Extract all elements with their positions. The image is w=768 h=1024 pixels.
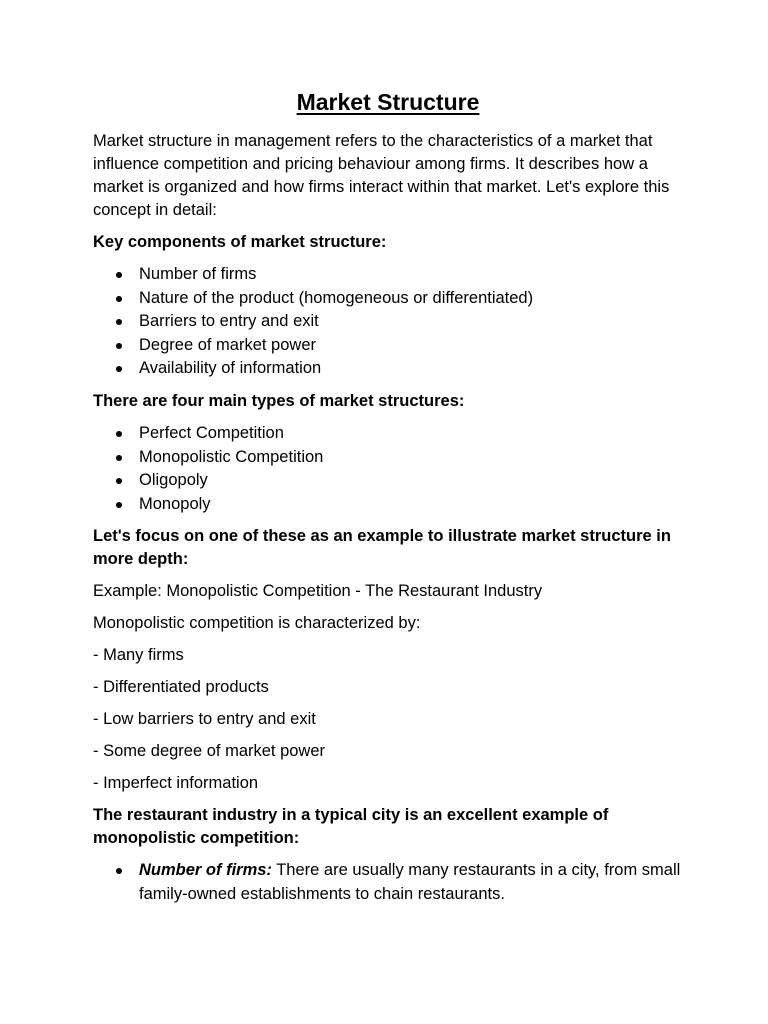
page-title: Market Structure	[296, 89, 480, 115]
characteristic-item: - Differentiated products	[93, 678, 269, 697]
characteristic-item: - Many firms	[93, 646, 184, 665]
list-item: Perfect Competition	[139, 422, 683, 446]
bullet-icon	[116, 319, 122, 325]
list-item: Monopolistic Competition	[139, 446, 683, 470]
bullet-icon	[116, 272, 122, 278]
characterized-line: Monopolistic competition is characterized by:	[93, 614, 421, 633]
list-item	[139, 859, 683, 906]
list-item: Nature of the product (homogeneous or differentiated)	[139, 287, 683, 311]
key-components-list	[93, 263, 683, 381]
list-item: Number of firms	[139, 263, 683, 287]
list-item: Availability of information	[139, 357, 683, 381]
characteristic-item: - Some degree of market power	[93, 742, 326, 761]
types-list	[93, 422, 683, 516]
intro-paragraph: Market structure in management refers to the characteristics of a market that influence competition and pricing behaviour among firms. It describes how a market is organized and how firms interact within that market. Let's explore this concept in detail:	[93, 132, 670, 219]
characteristic-item: - Low barriers to entry and exit	[93, 710, 316, 729]
list-item: Oligopoly	[139, 469, 683, 493]
bullet-icon	[116, 868, 122, 874]
characteristic-item: - Imperfect information	[93, 774, 259, 793]
point-text: There are usually many restaurants in a city, from small family-owned establishments to chain restaurants.	[139, 861, 681, 903]
list-item: Monopoly	[139, 493, 683, 517]
bullet-icon	[116, 478, 122, 484]
restaurant-points-list	[93, 859, 683, 906]
bullet-icon	[116, 502, 122, 508]
bullet-icon	[116, 431, 122, 437]
document-page	[93, 86, 683, 916]
key-components-heading: Key components of market structure:	[93, 233, 387, 251]
bullet-icon	[116, 455, 122, 461]
bullet-icon	[116, 296, 122, 302]
list-item: Degree of market power	[139, 334, 683, 358]
bullet-icon	[116, 366, 122, 372]
focus-heading: Let's focus on one of these as an example to illustrate market structure in more depth:	[93, 527, 671, 569]
restaurant-heading: The restaurant industry in a typical city is an excellent example of monopolistic competition:	[93, 806, 609, 848]
types-heading: There are four main types of market structures:	[93, 391, 465, 410]
point-label: Number of firms:	[139, 861, 272, 880]
bullet-icon	[116, 343, 122, 349]
list-item: Barriers to entry and exit	[139, 310, 683, 334]
example-line: Example: Monopolistic Competition - The Restaurant Industry	[93, 582, 543, 601]
